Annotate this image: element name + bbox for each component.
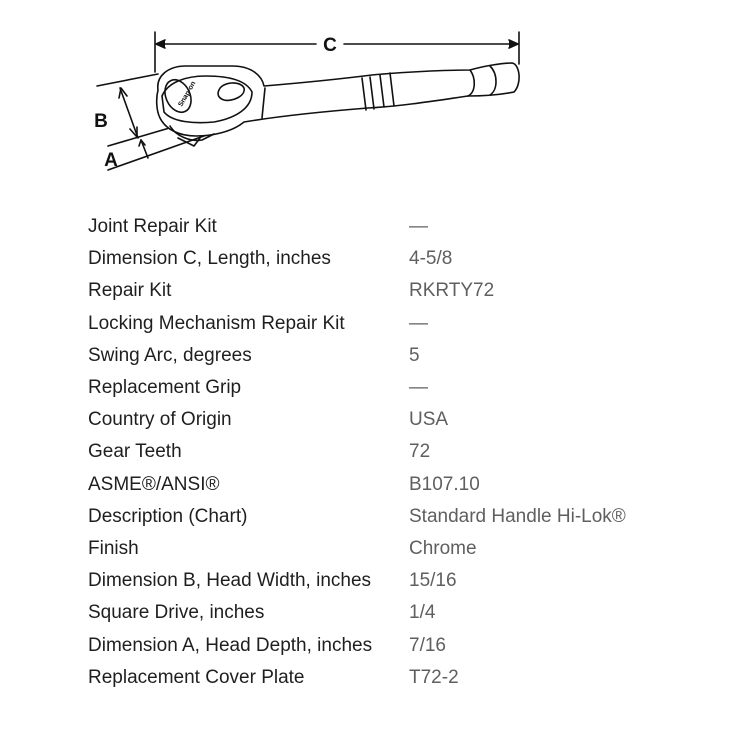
- spec-row: [88, 308, 688, 340]
- spec-row: [88, 211, 688, 243]
- spec-label: Locking Mechanism Repair Kit: [88, 312, 345, 334]
- spec-row: [88, 662, 688, 694]
- spec-value: 4-5/8: [409, 248, 453, 270]
- spec-label: Replacement Grip: [88, 377, 242, 399]
- spec-row: [88, 565, 688, 597]
- ratchet-body: [157, 63, 519, 146]
- spec-row: [88, 533, 688, 565]
- spec-label: Country of Origin: [88, 409, 232, 431]
- spec-label: Gear Teeth: [88, 441, 182, 463]
- spec-value: —: [409, 216, 428, 238]
- spec-row: [88, 404, 688, 436]
- spec-label: Swing Arc, degrees: [88, 344, 252, 366]
- spec-row: [88, 340, 688, 372]
- spec-label: Replacement Cover Plate: [88, 666, 305, 688]
- spec-value: —: [409, 312, 428, 334]
- spec-value: 72: [409, 441, 431, 463]
- specifications-table: [88, 211, 688, 694]
- spec-row: [88, 629, 688, 661]
- spec-label: Repair Kit: [88, 280, 172, 302]
- dimension-a-label: A: [104, 150, 118, 171]
- spec-label: Description (Chart): [88, 505, 248, 527]
- spec-label: Dimension A, Head Depth, inches: [88, 634, 373, 656]
- spec-value: RKRTY72: [409, 280, 495, 302]
- ratchet-dimension-diagram: [0, 0, 730, 200]
- spec-value: B107.10: [409, 473, 480, 495]
- spec-row: [88, 469, 688, 501]
- spec-value: —: [409, 377, 428, 399]
- spec-value: 5: [409, 344, 420, 366]
- spec-label: Finish: [88, 537, 139, 559]
- spec-value: T72-2: [409, 666, 459, 688]
- brand-logo: Snap-on: [177, 80, 198, 109]
- spec-row: [88, 501, 688, 533]
- spec-label: Dimension B, Head Width, inches: [88, 570, 372, 592]
- dimension-b-label: B: [94, 111, 108, 132]
- dimension-c-label: C: [323, 35, 337, 56]
- spec-value: Chrome: [409, 537, 477, 559]
- spec-value: 7/16: [409, 634, 446, 656]
- spec-row: [88, 372, 688, 404]
- spec-value: 15/16: [409, 570, 457, 592]
- spec-label: ASME®/ANSI®: [88, 473, 220, 495]
- spec-label: Dimension C, Length, inches: [88, 248, 331, 270]
- spec-value: Standard Handle Hi-Lok®: [409, 505, 626, 527]
- spec-row: [88, 436, 688, 468]
- spec-row: [88, 275, 688, 307]
- spec-label: Joint Repair Kit: [88, 216, 217, 238]
- spec-label: Square Drive, inches: [88, 602, 265, 624]
- spec-row: [88, 243, 688, 275]
- spec-row: [88, 597, 688, 629]
- spec-value: USA: [409, 409, 449, 431]
- spec-value: 1/4: [409, 602, 436, 624]
- dimension-a-line: [108, 131, 218, 170]
